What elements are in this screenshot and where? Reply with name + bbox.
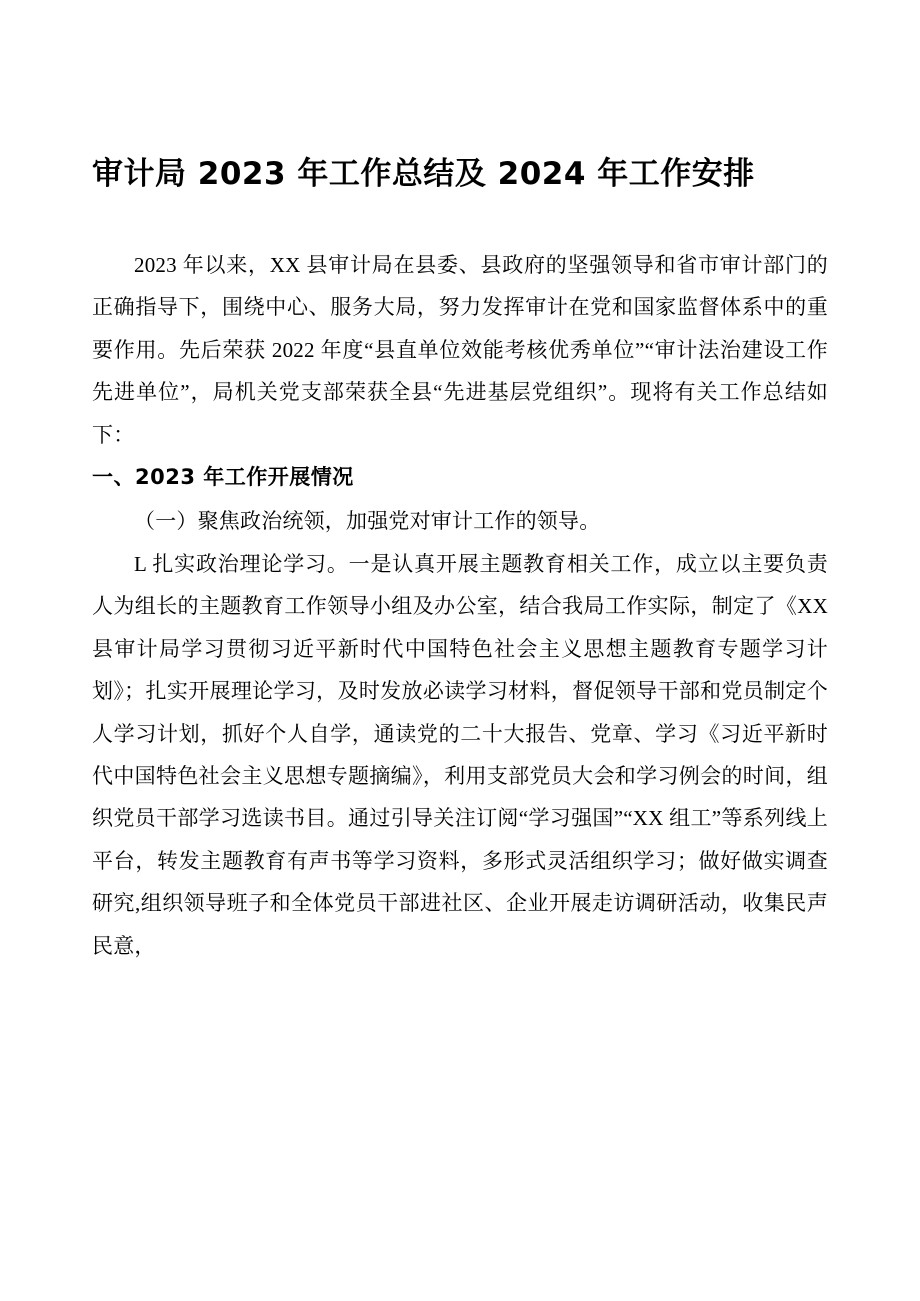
section-heading-1: 一、2023 年工作开展情况 bbox=[92, 465, 354, 490]
subsection-heading-1-1: （一）聚焦政治统领，加强党对审计工作的领导。 bbox=[134, 509, 601, 534]
paragraph-intro: 2023 年以来，XX 县审计局在县委、县政府的坚强领导和省市审计部门的正确指导下，围绕中心、服务大局，努力发挥审计在党和国家监督体系中的重要作用。先后荣获 2022 年度“县直单位效能考核优秀单位”“审计法治建设工作先进单位”，局机关党支部荣获全县“先进基层党组织”。现将有关工作总结如下： bbox=[92, 253, 828, 447]
paragraph-section-1-1-item-1: L 扎实政治理论学习。一是认真开展主题教育相关工作，成立以主要负责人为组长的主题教育工作领导小组及办公室，结合我局工作实际，制定了《XX 县审计局学习贯彻习近平新时代中国特色社会主义思想主题教育专题学习计划》；扎实开展理论学习，及时发放必读学习材料，督促领导干部和党员制定个人学习计划，抓好个人自学，通读党的二十大报告、党章、学习《习近平新时代中国特色社会主义思想专题摘编》，利用支部党员大会和学习例会的时间，组织党员干部学习选读书目。通过引导关注订阅“学习强国”“XX 组工”等系列线上平台，转发主题教育有声书等学习资料，多形式灵活组织学习；做好做实调查研究,组织领导班子和全体党员干部进社区、企业开展走访调研活动，收集民声民意， bbox=[92, 551, 828, 958]
page-title: 审计局 2023 年工作总结及 2024 年工作安排 bbox=[92, 156, 755, 192]
